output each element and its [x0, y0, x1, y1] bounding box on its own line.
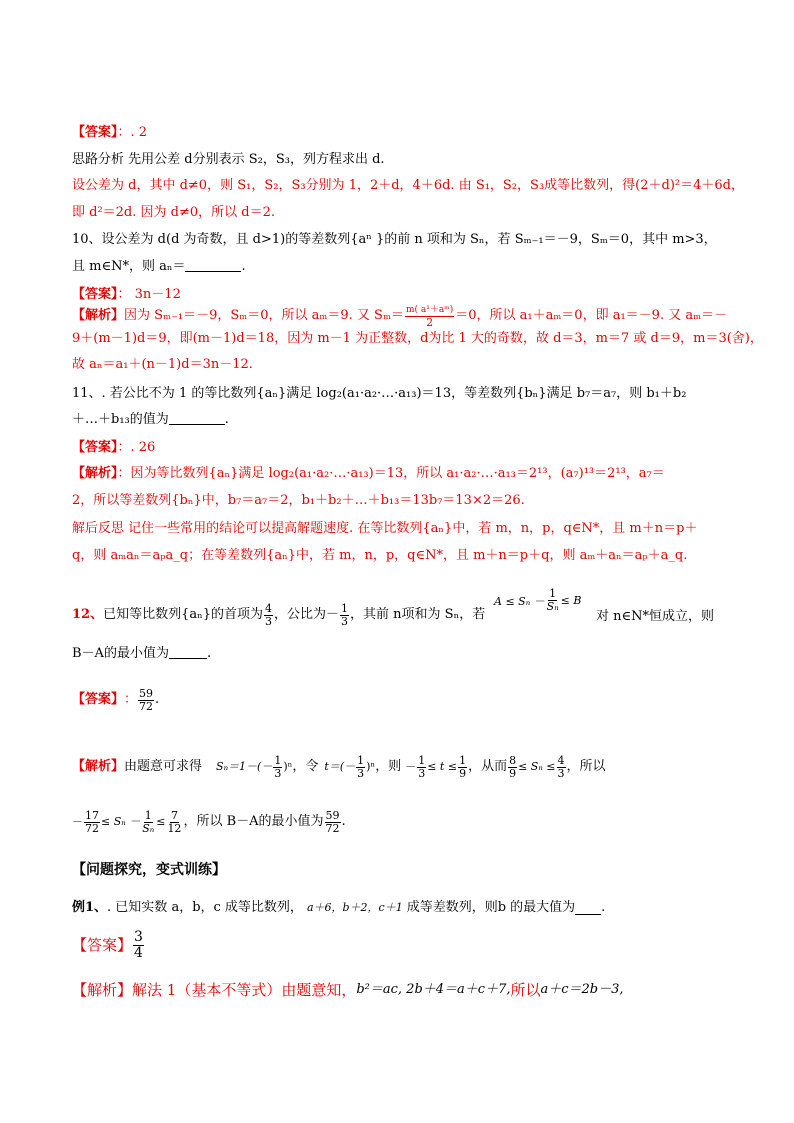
- answer-10: [72, 287, 181, 303]
- question-10-line-1: 10、设公差为 d(d 为奇数，且 d>1)的等差数列{aⁿ }的前 n 项和为 Sₙ，若 Sₘ₋₁＝－9，Sₘ＝0，其中 m>3，: [72, 232, 717, 247]
- reflection-line-1: 解后反思 记住一些常用的结论可以提高解题速度. 在等比数列{aₙ}中，若 m，n，p，q∈N*，且 m＋n＝p＋: [72, 521, 698, 536]
- fraction: [405, 304, 454, 329]
- fraction: [557, 755, 566, 780]
- analysis-12-line-1: [72, 745, 606, 789]
- question-10-line-2: [72, 259, 246, 275]
- idea-analysis: 思路分析 先用公差 d分别表示 S₂，S₃，列方程求出 d.: [72, 152, 385, 167]
- fraction-numerator: 7: [170, 808, 178, 822]
- fraction-numerator: 1: [357, 753, 365, 767]
- reflection-line-2: q，则 aₘaₙ＝aₚa_q；在等差数列{aₙ}中，若 m，n，p，q∈N*，且 m＋n＝p＋q，则 aₘ＋aₙ＝aₚ＋a_q.: [72, 548, 688, 563]
- formula-part: ≤ Sₙ －: [101, 815, 141, 828]
- fraction: [340, 603, 349, 628]
- fraction-denominator: 3: [341, 614, 349, 628]
- question-12-line-1: [72, 598, 485, 632]
- analysis-11-line-2: 2，所以等差数列{bₙ}中，b₇＝a₇＝2，b₁＋b₂＋…＋b₁₃＝13b₇＝13×2＝26.: [72, 493, 525, 508]
- fraction-denominator: 12: [167, 821, 182, 835]
- fraction-denominator: 3: [557, 766, 565, 780]
- formula-part: )ⁿ: [283, 760, 293, 773]
- formula-part: －: [405, 760, 417, 773]
- analysis-end: .: [341, 814, 346, 829]
- fraction-denominator: 3: [418, 766, 426, 780]
- analysis-text: ，令: [292, 759, 319, 774]
- analysis-label: 【解析】: [72, 466, 118, 481]
- formula-part: a＋c＝2b－3,: [540, 982, 624, 997]
- fraction: [273, 755, 282, 780]
- fraction-numerator: 59: [325, 808, 340, 822]
- fraction-denominator: 4: [134, 944, 143, 961]
- fraction-numerator: 1: [144, 808, 152, 822]
- question-12-end: .: [206, 646, 212, 661]
- answer-blank: [185, 259, 241, 272]
- analysis-label: 【解析】: [72, 308, 125, 323]
- fraction: [546, 588, 560, 613]
- example-end: .: [601, 900, 606, 915]
- fraction-numerator: 1: [549, 587, 557, 600]
- formula-part: ≤ t ≤: [427, 760, 458, 773]
- fraction: [325, 810, 341, 835]
- formula-part: Sₙ＝1－(－: [216, 760, 273, 773]
- analysis-text: 因为 Sₘ₋₁＝－9，Sₘ＝0，所以 aₘ＝9. 又 Sₘ＝: [124, 308, 404, 323]
- fraction: [138, 688, 154, 713]
- question-11-text: ＋…＋b₁₃的值为: [72, 412, 169, 427]
- fraction-denominator: 3: [265, 614, 273, 628]
- fraction-numerator: 3: [134, 928, 143, 945]
- answer-end: .: [155, 692, 160, 707]
- fraction-numerator: 4: [265, 601, 273, 615]
- analysis-text: ，所以: [566, 759, 606, 774]
- answer-label: 【答案】: [72, 287, 118, 302]
- answer-line-prev: [72, 125, 147, 141]
- question-12-line-2: [72, 646, 211, 662]
- fraction-numerator: 17: [85, 808, 99, 822]
- fraction-numerator: 59: [139, 686, 154, 700]
- fraction: [84, 810, 100, 835]
- analysis-10-line-2: 9＋(m－1)d＝9，即(m－1)d＝18，因为 m－1 为正整数，d为比 1 大的奇数，故 d＝3，m＝7 或 d＝9，m＝3(舍)，: [72, 331, 763, 346]
- example-text: . 已知实数 a，b，c 成等比数列，: [107, 900, 303, 915]
- inequality-formula: [494, 588, 581, 613]
- fraction-numerator: 1: [274, 753, 282, 767]
- answer-11: [72, 440, 155, 456]
- formula-part: －: [72, 815, 83, 828]
- question-12-text: ，其前 n项和为 Sₙ，若: [350, 607, 486, 622]
- section-heading: 【问题探究，变式训练】: [72, 862, 226, 878]
- question-number: 12、: [72, 607, 104, 622]
- question-11-end: .: [224, 412, 229, 427]
- analysis-text: 所以: [510, 981, 541, 999]
- fraction: [264, 603, 273, 628]
- fraction-numerator: 1: [418, 753, 426, 767]
- question-10-end: .: [241, 259, 246, 274]
- fraction-numerator: m( a¹＋aᵐ): [405, 304, 454, 315]
- analysis-example-1: [72, 980, 624, 1000]
- formula-part: t＝(－: [324, 760, 356, 773]
- analysis-label: 【解析】: [72, 981, 133, 999]
- analysis-11-line-1: [72, 466, 665, 482]
- fraction: [458, 755, 467, 780]
- question-12-text: B－A的最小值为: [72, 646, 169, 661]
- analysis-10-line-1: [72, 302, 727, 330]
- analysis-text: ，所以 B－A的最小值为: [183, 814, 324, 829]
- answer-label: 【答案】: [72, 936, 133, 954]
- solution-line-2: 即 d²＝2d. 因为 d≠0，所以 d＝2.: [72, 205, 275, 220]
- answer-label: 【答案】: [72, 125, 118, 140]
- question-10-text: 且 m∈N*，则 aₙ＝: [72, 259, 186, 274]
- answer-blank: [169, 646, 207, 659]
- formula-part: a＋6，b＋2，c＋1: [306, 901, 403, 914]
- formula-part: ≤ Sₙ ≤: [518, 760, 556, 773]
- answer-blank: [169, 412, 225, 425]
- fraction-denominator: 3: [274, 766, 282, 780]
- fraction-numerator: 1: [341, 601, 349, 615]
- fraction-denominator: Sₙ: [142, 821, 155, 835]
- answer-label: 【答案】: [72, 692, 125, 707]
- analysis-12-line-2: [72, 800, 346, 844]
- fraction: [508, 755, 517, 780]
- fraction-numerator: 4: [557, 753, 565, 767]
- analysis-10-line-3: 故 aₙ＝a₁＋(n－1)d＝3n－12.: [72, 357, 253, 372]
- question-12-text: 已知等比数列{aₙ}的首项为: [103, 607, 264, 622]
- example-1: [72, 900, 605, 916]
- answer-example-1: [72, 925, 145, 965]
- analysis-text: ＝0，所以 a₁＋aₘ＝0，即 a₁＝－9. 又 aₘ＝－: [455, 308, 728, 323]
- fraction-denominator: Sₙ: [546, 600, 559, 613]
- formula-part: ≤ B: [560, 594, 582, 607]
- formula-part: A ≤ Sₙ －: [494, 594, 545, 608]
- analysis-text: ：因为等比数列{aₙ}满足 log₂(a₁·a₂·…·a₁₃)＝13，所以 a₁·a₂·…·a₁₃＝2¹³，(a₇)¹³＝2¹³，a₇＝: [117, 466, 665, 481]
- question-12-tail: 对 n∈N*恒成立，则: [596, 609, 715, 624]
- formula-part: ≤: [156, 815, 166, 828]
- answer-value: ： 3n－12: [117, 287, 181, 302]
- fraction: [166, 810, 182, 835]
- formula-part: )ⁿ: [366, 760, 376, 773]
- solution-line-1: 设公差为 d，其中 d≠0，则 S₁，S₂，S₃分别为 1，2＋d，4＋6d. 由 S₁，S₂，S₃成等比数列，得(2＋d)²＝4＋6d，: [72, 178, 744, 193]
- fraction: [133, 930, 144, 961]
- fraction-denominator: 2: [426, 315, 434, 329]
- answer-value: ：. 26: [117, 440, 156, 455]
- fraction-denominator: 72: [139, 699, 154, 713]
- example-text: 成等差数列，则b 的最大值为: [406, 900, 576, 915]
- fraction-denominator: 9: [509, 766, 517, 780]
- answer-colon: ：: [124, 692, 138, 707]
- fraction-denominator: 72: [325, 821, 340, 835]
- analysis-text: ，则: [375, 759, 402, 774]
- example-number: 例1、: [72, 900, 108, 915]
- question-12-text: ，公比为－: [274, 607, 340, 622]
- question-11-line-1: 11、. 若公比不为 1 的等比数列{aₙ}满足 log₂(a₁·a₂·…·a₁₃)＝13，等差数列{bₙ}满足 b₇＝a₇，则 b₁＋b₂: [72, 386, 687, 401]
- answer-12: [72, 678, 159, 722]
- fraction-denominator: 9: [459, 766, 467, 780]
- fraction-denominator: 72: [85, 821, 99, 835]
- analysis-text: 由题意可求得: [124, 759, 203, 774]
- answer-value: ：. 2: [117, 125, 148, 140]
- fraction-numerator: 8: [509, 753, 517, 767]
- analysis-text: 解法 1（基本不等式）由题意知，: [132, 981, 357, 999]
- formula-part: b²＝ac, 2b＋4＝a＋c＋7,: [356, 982, 511, 997]
- fraction: [141, 810, 155, 835]
- question-11-line-2: [72, 412, 229, 428]
- fraction-numerator: 1: [459, 753, 467, 767]
- analysis-label: 【解析】: [72, 759, 125, 774]
- answer-label: 【答案】: [72, 440, 118, 455]
- analysis-text: ，从而: [468, 759, 508, 774]
- fraction: [356, 755, 365, 780]
- fraction: [417, 755, 426, 780]
- fraction-denominator: 3: [357, 766, 365, 780]
- answer-blank: [575, 902, 601, 915]
